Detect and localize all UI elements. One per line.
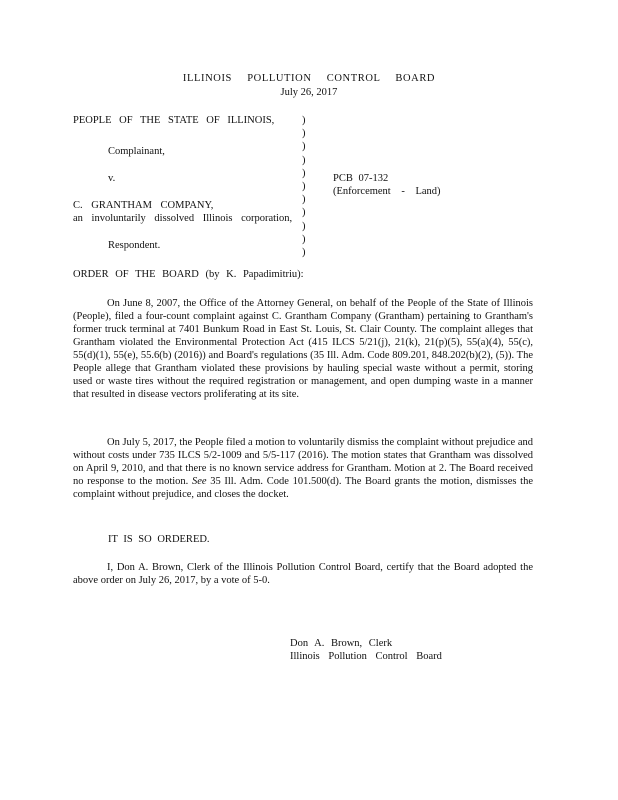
caption-paren: ) xyxy=(302,167,306,179)
caption-parentheses xyxy=(302,114,306,259)
agency-title: ILLINOIS POLLUTION CONTROL BOARD xyxy=(182,73,436,84)
caption-paren: ) xyxy=(302,141,306,153)
paragraph-motion-text-end: 35 Ill. Adm. Code 101.500(d). The Board grants the motion, dismisses the complaint without prejudice, and closes the docket. xyxy=(73,476,533,500)
paragraph-complaint-text: On June 8, 2007, the Office of the Attorney General, on behalf of the People of the State of Illinois (People), filed a four-count complaint against C. Grantham Company (Grantham) pertaining to Grantham's former truck terminal at 7401 Bunkum Road in East St. Louis, St. Clair County. The complaint alleges that Grantham violated the Environmental Protection Act (415 ILCS 5/21(j), 21(k), 21(p)(5), 55(a)(4), 55(c), 55(d)(1), 55(e), 55.6(b) (2016)) and Board's regulations (35 Ill. Adm. Code 809.201, 848.202(b)(2), (5)). The People allege that Grantham violated these provisions by hauling special waste without a permit, storing used or waste tires without the required registration or management, and open dumping waste in a manner that resulted in disease vectors proliferating at its site. xyxy=(73,298,533,400)
caption-paren: ) xyxy=(302,128,306,140)
caption-paren: ) xyxy=(302,246,306,258)
order-heading: ORDER OF THE BOARD (by K. Papadimitriu): xyxy=(73,269,304,280)
see-signal: See xyxy=(191,476,207,487)
signature-name: Don A. Brown, Clerk xyxy=(290,638,393,649)
respondent-label: Respondent. xyxy=(108,240,161,251)
case-number: PCB 07-132 xyxy=(333,173,389,184)
caption-paren: ) xyxy=(302,154,306,166)
case-type: (Enforcement - Land) xyxy=(333,186,441,197)
caption-paren: ) xyxy=(302,233,306,245)
plaintiff-name: PEOPLE OF THE STATE OF ILLINOIS, xyxy=(73,115,275,126)
clerk-certification-text: I, Don A. Brown, Clerk of the Illinois Pollution Control Board, certify that the Board adopted the above order on July 26, 2017, by a vote of 5-0. xyxy=(73,562,533,586)
signature-agency: Illinois Pollution Control Board xyxy=(290,651,442,662)
caption-paren: ) xyxy=(302,220,306,232)
complainant-label: Complainant, xyxy=(108,146,165,157)
caption-paren: ) xyxy=(302,207,306,219)
paragraph-motion-text: On July 5, 2017, the People filed a motion to voluntarily dismiss the complaint without prejudice and without costs under 735 ILCS 5/2-1009 and 5/5-117 (2016). The motion states that Grantham was dissolved on April 9, 2010, and that there is no known service address for Grantham. Motion at 2. The Board received no response to the motion. xyxy=(73,437,533,487)
defendant-name: C. GRANTHAM COMPANY, xyxy=(73,200,214,211)
defendant-description: an involuntarily dissolved Illinois corporation, xyxy=(73,213,293,224)
caption-paren: ) xyxy=(302,180,306,192)
caption-paren: ) xyxy=(302,194,306,206)
caption-paren: ) xyxy=(302,115,306,126)
so-ordered: IT IS SO ORDERED. xyxy=(108,534,210,545)
versus-label: v. xyxy=(108,173,116,184)
clerk-certification xyxy=(73,561,533,587)
order-date: July 26, 2017 xyxy=(280,87,338,98)
paragraph-motion xyxy=(73,436,533,501)
paragraph-complaint xyxy=(73,297,533,401)
